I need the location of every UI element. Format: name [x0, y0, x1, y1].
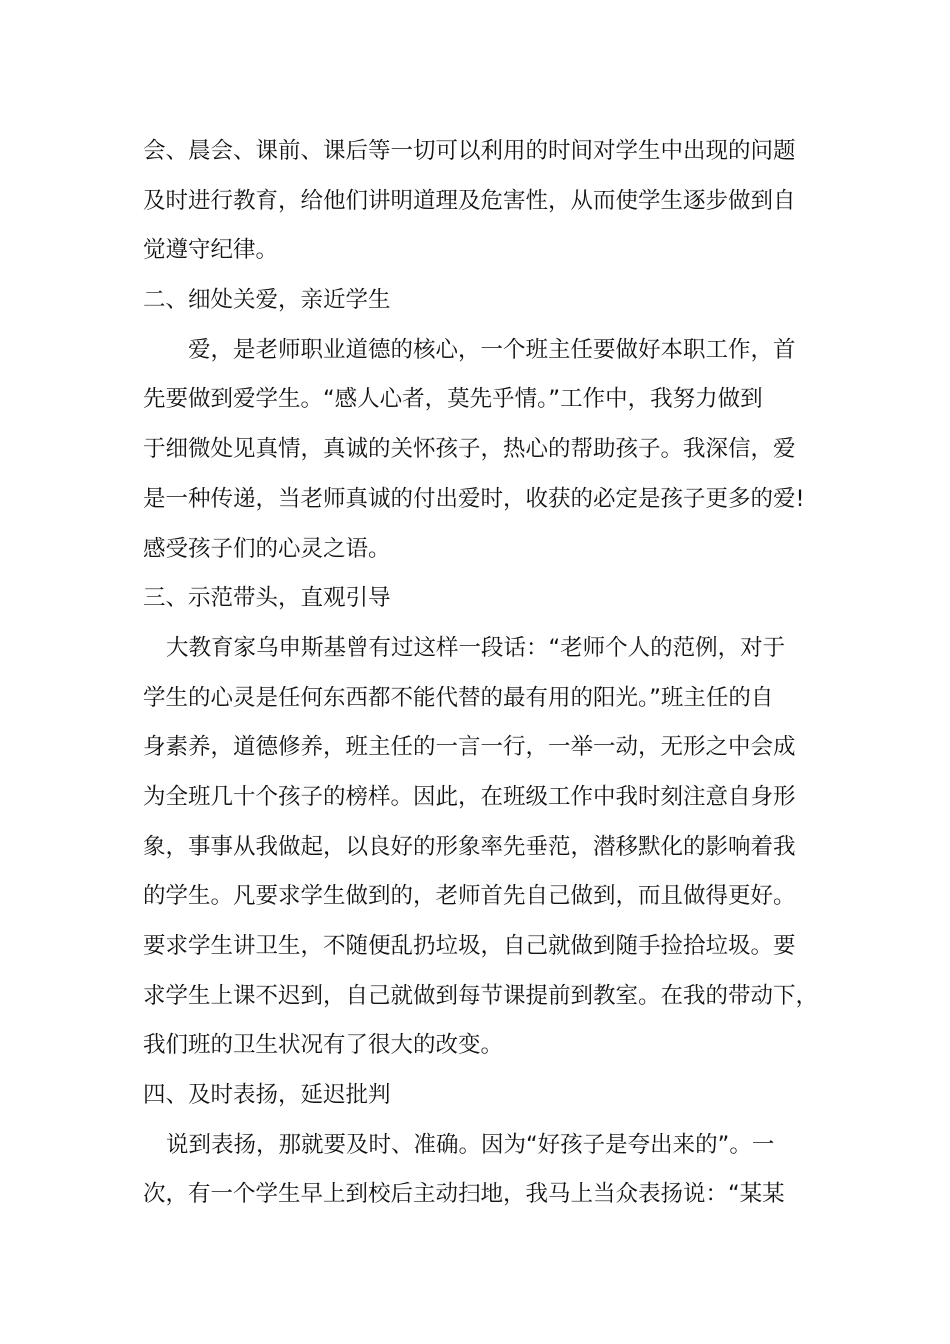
- text-line: 的学生。凡要求学生做到的，老师首先自己做到，而且做得更好。: [143, 883, 796, 910]
- text-line: 要求学生讲卫生，不随便乱扔垃圾，自己就做到随手捡拾垃圾。要: [143, 933, 796, 959]
- text-line: 学生的心灵是任何东西都不能代替的最有用的阳光。”班主任的自: [143, 684, 774, 711]
- text-line: 大教育家乌申斯基曾有过这样一段话：“老师个人的范例，对于: [166, 634, 786, 661]
- text-line: 为全班几十个孩子的榜样。因此，在班级工作中我时刻注意自身形: [143, 783, 796, 810]
- text-line: 我们班的卫生状况有了很大的改变。: [143, 1032, 504, 1059]
- text-line: 觉遵守纪律。: [143, 237, 279, 264]
- text-line: 象，事事从我做起，以良好的形象率先垂范，潜移默化的影响着我: [143, 833, 796, 860]
- text-line: 说到表扬，那就要及时、准确。因为“好孩子是夸出来的”。一: [166, 1131, 775, 1158]
- text-line: 求学生上课不迟到，自己就做到每节课提前到教室。在我的带动下，: [143, 982, 819, 1009]
- text-line: 身素养，道德修养，班主任的一言一行，一举一动，无形之中会成: [143, 734, 796, 761]
- text-line: 会、晨会、课前、课后等一切可以利用的时间对学生中出现的问题: [143, 138, 796, 164]
- section-heading: 三、示范带头，直观引导: [143, 585, 391, 612]
- text-line: 是一种传递，当老师真诚的付出爱时，收获的必定是孩子更多的爱!: [143, 485, 805, 512]
- text-line: 爱，是老师职业道德的核心，一个班主任要做好本职工作，首: [188, 336, 796, 363]
- text-line: 先要做到爱学生。“感人心者，莫先乎情。”工作中，我努力做到: [143, 386, 763, 413]
- section-heading: 二、细处关爱，亲近学生: [143, 287, 391, 314]
- text-line: 感受孩子们的心灵之语。: [143, 535, 391, 562]
- text-line: 及时进行教育，给他们讲明道理及危害性，从而使学生逐步做到自: [143, 187, 796, 214]
- text-line: 于细微处见真情，真诚的关怀孩子，热心的帮助孩子。我深信，爱: [143, 436, 796, 463]
- section-heading: 四、及时表扬，延迟批判: [143, 1082, 391, 1109]
- document-body: [143, 127, 823, 1220]
- text-line: 次，有一个学生早上到校后主动扫地，我马上当众表扬说：“某某: [143, 1181, 785, 1208]
